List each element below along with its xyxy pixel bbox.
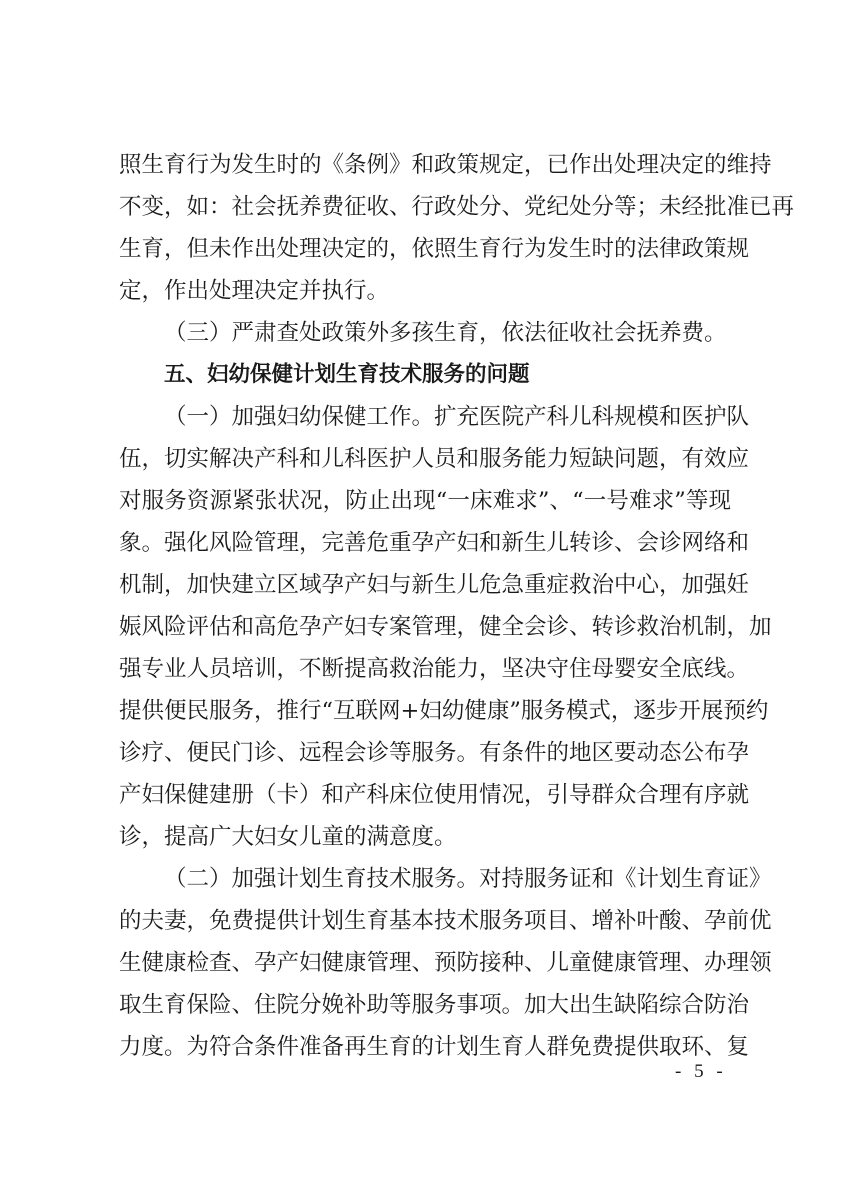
body-text: [119, 144, 795, 1068]
text-line: 生育，但未作出处理决定的，依照生育行为发生时的法律政策规: [119, 236, 750, 262]
text-line: 机制，加快建立区域孕产妇与新生儿危急重症救治中心，加强妊: [119, 572, 750, 598]
text-line: 产妇保健建册（卡）和产科床位使用情况，引导群众合理有序就: [119, 782, 750, 808]
page-number: - 5 -: [675, 1061, 727, 1082]
text-line: 定，作出处理决定并执行。: [119, 278, 390, 304]
text-line: 的夫妻，免费提供计划生育基本技术服务项目、增补叶酸、孕前优: [119, 908, 772, 934]
text-line: 力度。为符合条件准备再生育的计划生育人群免费提供取环、复: [119, 1034, 750, 1060]
text-line: 娠风险评估和高危孕产妇专案管理，健全会诊、转诊救治机制，加: [119, 614, 772, 640]
text-line: 不变，如：社会抚养费征收、行政处分、党纪处分等；未经批准已再: [119, 194, 795, 220]
subsection-two: （二）加强计划生育技术服务。对持服务证和《计划生育证》: [164, 866, 772, 892]
text-line: 象。强化风险管理，完善危重孕产妇和新生儿转诊、会诊网络和: [119, 530, 750, 556]
subsection-three: （三）严肃查处政策外多孩生育，依法征收社会抚养费。: [164, 320, 727, 346]
text-line: 诊，提高广大妇女儿童的满意度。: [119, 824, 457, 850]
section-heading: 五、妇幼保健计划生育技术服务的问题: [164, 362, 530, 387]
text-line: 强专业人员培训，不断提高救治能力，坚决守住母婴安全底线。: [119, 656, 750, 682]
text-line: 诊疗、便民门诊、远程会诊等服务。有条件的地区要动态公布孕: [119, 740, 750, 766]
text-line: 取生育保险、住院分娩补助等服务事项。加大出生缺陷综合防治: [119, 992, 750, 1018]
text-line: 提供便民服务，推行“互联网+妇幼健康”服务模式，逐步开展预约: [119, 698, 769, 724]
subsection-one: （一）加强妇幼保健工作。扩充医院产科儿科规模和医护队: [164, 404, 750, 430]
text-line: 生健康检查、孕产妇健康管理、预防接种、儿童健康管理、办理领: [119, 950, 772, 976]
text-line: 照生育行为发生时的《条例》和政策规定，已作出处理决定的维持: [119, 152, 772, 178]
text-line: 对服务资源紧张状况，防止出现“一床难求”、“一号难求”等现: [119, 488, 731, 514]
text-line: 伍，切实解决产科和儿科医护人员和服务能力短缺问题，有效应: [119, 446, 750, 472]
